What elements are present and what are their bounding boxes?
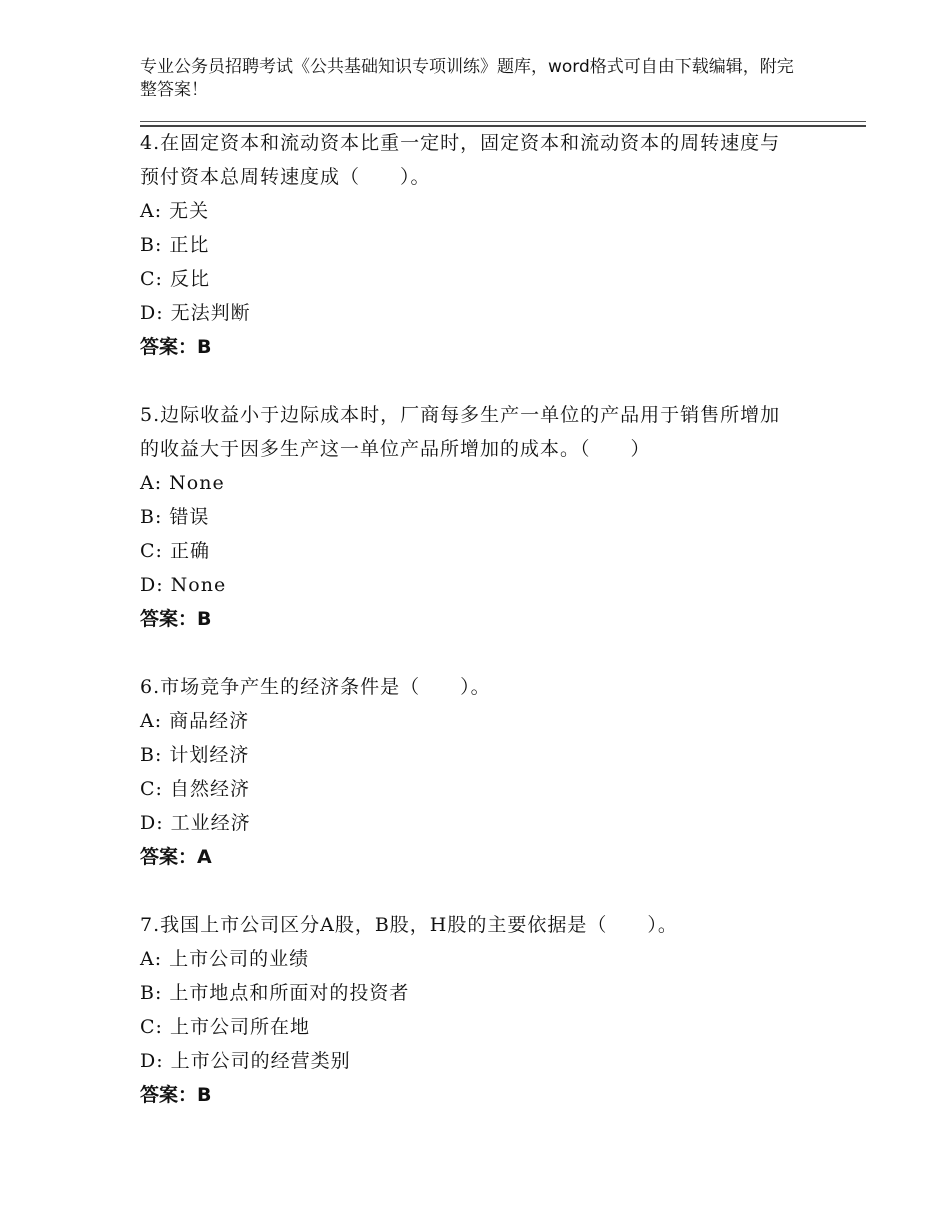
question-text: 4.在固定资本和流动资本比重一定时，固定资本和流动资本的周转速度与预付资本总周转速度成（ ）。 bbox=[140, 132, 781, 188]
question-6 bbox=[140, 670, 860, 874]
option-b: B: 计划经济 bbox=[140, 744, 250, 766]
option-d: D: 上市公司的经营类别 bbox=[140, 1050, 351, 1072]
option-d: D: None bbox=[140, 574, 227, 596]
answer-label: 答案：B bbox=[140, 336, 212, 358]
header-divider-thin bbox=[140, 121, 866, 122]
option-c: C: 上市公司所在地 bbox=[140, 1016, 310, 1038]
question-7 bbox=[140, 908, 860, 1112]
question-4 bbox=[140, 126, 860, 364]
option-b: B: 错误 bbox=[140, 506, 210, 528]
question-text: 7.我国上市公司区分A股，B股，H股的主要依据是（ ）。 bbox=[140, 914, 678, 936]
option-a: A: 无关 bbox=[140, 200, 210, 222]
option-a: A: 商品经济 bbox=[140, 710, 250, 732]
option-c: C: 自然经济 bbox=[140, 778, 250, 800]
question-text: 6.市场竞争产生的经济条件是（ ）。 bbox=[140, 676, 491, 698]
answer-label: 答案：B bbox=[140, 1084, 212, 1106]
option-c: C: 反比 bbox=[140, 268, 210, 290]
page-header: 专业公务员招聘考试《公共基础知识专项训练》题库，word格式可自由下载编辑，附完整答案！ bbox=[140, 57, 794, 100]
question-text: 5.边际收益小于边际成本时，厂商每多生产一单位的产品用于销售所增加的收益大于因多生产这一单位产品所增加的成本。（ ） bbox=[140, 404, 781, 460]
option-b: B: 正比 bbox=[140, 234, 210, 256]
question-list bbox=[140, 126, 860, 1112]
option-d: D: 无法判断 bbox=[140, 302, 251, 324]
option-c: C: 正确 bbox=[140, 540, 210, 562]
question-5 bbox=[140, 398, 860, 636]
option-a: A: 上市公司的业绩 bbox=[140, 948, 310, 970]
answer-label: 答案：B bbox=[140, 608, 212, 630]
option-b: B: 上市地点和所面对的投资者 bbox=[140, 982, 410, 1004]
answer-label: 答案：A bbox=[140, 846, 212, 868]
option-d: D: 工业经济 bbox=[140, 812, 251, 834]
option-a: A: None bbox=[140, 472, 225, 494]
